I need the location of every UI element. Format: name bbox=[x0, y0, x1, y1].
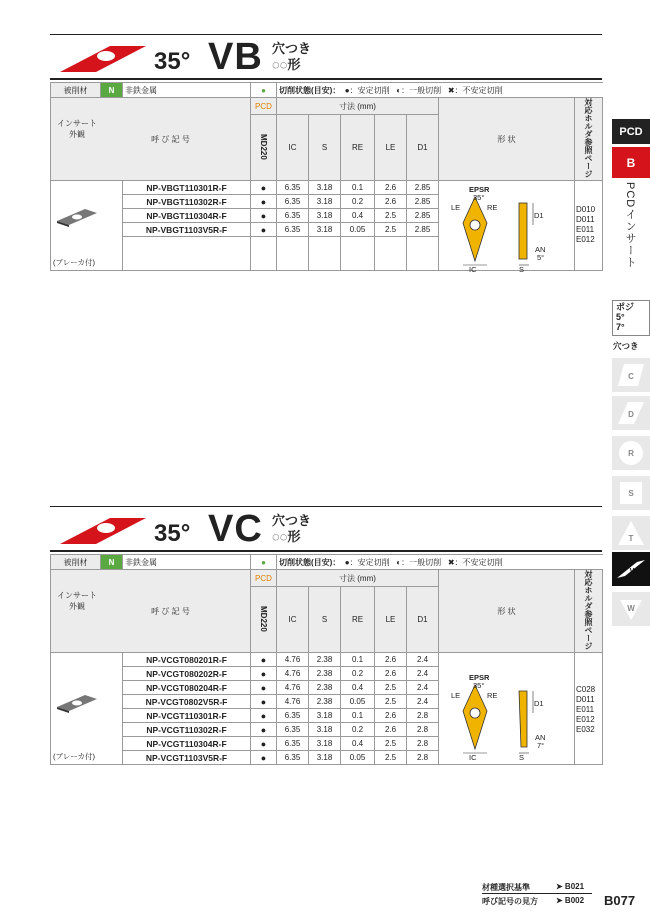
part-number: NP-VBGT110302R-F bbox=[123, 195, 251, 209]
rhombus-logo-icon bbox=[58, 514, 148, 546]
ic-value: 6.35 bbox=[277, 751, 309, 765]
section-title-rule bbox=[50, 78, 602, 80]
diag-d1: D1 bbox=[534, 211, 544, 220]
s-value: 2.38 bbox=[309, 667, 341, 681]
grade-mark: ● bbox=[251, 695, 277, 709]
legend-unstable: ✖：不安定切削 bbox=[447, 557, 503, 567]
grade-mark: ● bbox=[251, 209, 277, 223]
grade-mark: ● bbox=[251, 667, 277, 681]
re-value: 0.2 bbox=[341, 667, 375, 681]
category-vertical-label: PCDインサート bbox=[624, 182, 636, 269]
le-value: 2.5 bbox=[375, 681, 407, 695]
part-number: NP-VBGT1103V5R-F bbox=[123, 223, 251, 237]
diag-ic: IC bbox=[469, 753, 477, 762]
shape-label: 形 状 bbox=[439, 98, 575, 181]
posi-line2: 5° bbox=[616, 312, 625, 322]
grade-mark: ● bbox=[251, 709, 277, 723]
subtitle-line1: 穴つき bbox=[272, 41, 312, 56]
s-value: 3.18 bbox=[309, 709, 341, 723]
part-number: NP-VCGT110304R-F bbox=[123, 737, 251, 751]
holder-page-link[interactable]: D011 bbox=[576, 215, 595, 224]
diag-angle: 35° bbox=[473, 193, 485, 202]
spec-table-vb bbox=[50, 82, 603, 274]
material-code: N bbox=[101, 555, 123, 570]
footer-link1-label: 材種選択基準 bbox=[482, 883, 530, 892]
diag-an: AN bbox=[535, 733, 546, 742]
material-dot-icon: ● bbox=[251, 83, 277, 98]
footer-link2-page: ➤ B002 bbox=[556, 896, 585, 905]
designation-label: 呼 び 記 号 bbox=[151, 606, 190, 616]
triangle-icon bbox=[616, 518, 646, 548]
breaker-note: (ブレーカ付) bbox=[53, 752, 96, 761]
designation-header bbox=[51, 98, 251, 181]
spec-table-vc bbox=[50, 554, 603, 765]
ic-value: 6.35 bbox=[277, 737, 309, 751]
d1-value: 2.8 bbox=[407, 709, 439, 723]
dims-label: 寸法 (mm) bbox=[277, 570, 439, 587]
ic-value: 4.76 bbox=[277, 653, 309, 667]
re-value: 0.4 bbox=[341, 209, 375, 223]
d1-value: 2.85 bbox=[407, 195, 439, 209]
table-row bbox=[51, 653, 603, 667]
re-value: 0.4 bbox=[341, 737, 375, 751]
grade-mark: ● bbox=[251, 681, 277, 695]
le-value: 2.6 bbox=[375, 709, 407, 723]
posi-line1: ポジ bbox=[616, 302, 635, 312]
re-value: 0.1 bbox=[341, 709, 375, 723]
ic-value: 6.35 bbox=[277, 209, 309, 223]
s-value: 2.38 bbox=[309, 695, 341, 709]
le-value: 2.6 bbox=[375, 723, 407, 737]
part-number: NP-VCGT080204R-F bbox=[123, 681, 251, 695]
insert-label: インサート外観 bbox=[57, 591, 97, 611]
designation-header bbox=[51, 570, 251, 653]
insert-photo-icon bbox=[55, 693, 99, 713]
diag-le: LE bbox=[451, 691, 461, 700]
col-re: RE bbox=[341, 115, 375, 181]
holder-label: 対応ホルダ参照ページ bbox=[575, 570, 603, 653]
grade-mark: ● bbox=[251, 181, 277, 195]
holder-pages-cell bbox=[575, 181, 603, 271]
diag-an-value: 7° bbox=[537, 741, 545, 750]
part-number: NP-VCGT0802V5R-F bbox=[123, 695, 251, 709]
col-s: S bbox=[309, 587, 341, 653]
cutting-legend bbox=[277, 555, 603, 570]
re-value: 0.4 bbox=[341, 681, 375, 695]
shape-tab-w[interactable] bbox=[612, 592, 650, 626]
grade-mark: ● bbox=[251, 653, 277, 667]
d1-value: 2.4 bbox=[407, 653, 439, 667]
diag-epsr: EPSR bbox=[469, 185, 490, 194]
part-number: NP-VCGT1103V5R-F bbox=[123, 751, 251, 765]
series-name: VC bbox=[208, 508, 263, 550]
breaker-note: (ブレーカ付) bbox=[53, 258, 96, 267]
svg-text:S: S bbox=[628, 489, 634, 498]
col-le: LE bbox=[375, 587, 407, 653]
grade-mark: ● bbox=[251, 751, 277, 765]
holder-label: 対応ホルダ参照ページ bbox=[575, 98, 603, 181]
legend-general: ◐：一般切削 bbox=[396, 85, 442, 95]
holder-pages-cell bbox=[575, 653, 603, 765]
insert-image-cell bbox=[51, 181, 123, 271]
holder-page-link[interactable]: C028 bbox=[576, 685, 596, 694]
material-code: N bbox=[101, 83, 123, 98]
grade-mark: ● bbox=[251, 223, 277, 237]
series-title bbox=[50, 36, 602, 76]
series-name: VB bbox=[208, 36, 263, 78]
trigon-icon bbox=[616, 594, 646, 624]
subtitle-line2: ◌◌形 bbox=[272, 529, 301, 544]
shape-diagram-cell bbox=[439, 181, 575, 274]
le-value: 2.6 bbox=[375, 667, 407, 681]
col-d1: D1 bbox=[407, 115, 439, 181]
col-re: RE bbox=[341, 587, 375, 653]
col-ic: IC bbox=[277, 115, 309, 181]
d1-value: 2.8 bbox=[407, 723, 439, 737]
re-value: 0.2 bbox=[341, 195, 375, 209]
re-value: 0.05 bbox=[341, 695, 375, 709]
d1-value: 2.8 bbox=[407, 751, 439, 765]
circle-icon bbox=[616, 438, 646, 468]
le-value: 2.6 bbox=[375, 195, 407, 209]
footer-link-designation[interactable] bbox=[482, 896, 585, 907]
svg-text:R: R bbox=[628, 449, 634, 458]
re-value: 0.1 bbox=[341, 181, 375, 195]
shape-tab-t[interactable] bbox=[612, 516, 650, 550]
shape-diagram-cell bbox=[439, 653, 575, 765]
footer-link-selection[interactable] bbox=[482, 882, 585, 893]
holder-page-link[interactable]: E012 bbox=[576, 235, 595, 244]
le-value: 2.5 bbox=[375, 223, 407, 237]
section-top-rule bbox=[50, 506, 602, 507]
part-number: NP-VBGT110301R-F bbox=[123, 181, 251, 195]
s-value: 3.18 bbox=[309, 223, 341, 237]
series-title bbox=[50, 508, 602, 548]
s-value: 3.18 bbox=[309, 737, 341, 751]
diag-le: LE bbox=[451, 203, 461, 212]
diag-re: RE bbox=[487, 691, 498, 700]
cutting-label: 切削状態(目安)： bbox=[279, 557, 341, 567]
svg-text:D: D bbox=[628, 410, 634, 419]
grade-header: MD220 bbox=[251, 115, 277, 181]
diag-d1: D1 bbox=[534, 699, 544, 708]
le-value: 2.6 bbox=[375, 181, 407, 195]
tab-b[interactable]: B bbox=[612, 147, 650, 178]
s-value: 3.18 bbox=[309, 751, 341, 765]
shape-tab-c[interactable] bbox=[612, 358, 650, 392]
shape-tab-v-active[interactable] bbox=[612, 552, 650, 586]
material-name: 非鉄金属 bbox=[123, 83, 251, 98]
cutting-label: 切削状態(目安)： bbox=[279, 85, 341, 95]
re-value: 0.05 bbox=[341, 751, 375, 765]
re-value: 0.05 bbox=[341, 223, 375, 237]
insert-label: インサート外観 bbox=[57, 119, 97, 139]
col-le: LE bbox=[375, 115, 407, 181]
insert-image-cell bbox=[51, 653, 123, 765]
diag-s: S bbox=[519, 753, 525, 762]
subtitle-line2: ◌◌形 bbox=[272, 57, 301, 72]
diag-angle: 35° bbox=[473, 681, 485, 690]
angle-label: 35° bbox=[154, 48, 191, 75]
shape-tab-s[interactable] bbox=[612, 476, 650, 510]
rhombus-logo-icon bbox=[58, 42, 148, 74]
insert-photo-icon bbox=[55, 207, 99, 227]
legend-stable: ●：安定切削 bbox=[344, 85, 390, 95]
posi-line3: 7° bbox=[616, 322, 625, 332]
section-title-rule bbox=[50, 550, 602, 552]
diag-re: RE bbox=[487, 203, 498, 212]
pcd-label: PCD bbox=[251, 570, 277, 587]
section-top-rule bbox=[50, 34, 602, 35]
holder-page-link[interactable]: E032 bbox=[576, 725, 595, 734]
s-value: 3.18 bbox=[309, 723, 341, 737]
footer-divider bbox=[482, 893, 592, 894]
rhombus-55-icon bbox=[616, 398, 646, 428]
re-value: 0.2 bbox=[341, 723, 375, 737]
material-name: 非鉄金属 bbox=[123, 555, 251, 570]
s-value: 2.38 bbox=[309, 653, 341, 667]
footer-link1-page: ➤ B021 bbox=[556, 882, 585, 891]
le-value: 2.5 bbox=[375, 209, 407, 223]
ic-value: 6.35 bbox=[277, 723, 309, 737]
diag-s: S bbox=[519, 265, 525, 274]
diag-ic: IC bbox=[469, 265, 477, 274]
col-d1: D1 bbox=[407, 587, 439, 653]
svg-text:W: W bbox=[627, 604, 635, 613]
diag-an: AN bbox=[535, 245, 546, 254]
svg-text:T: T bbox=[628, 534, 634, 543]
d1-value: 2.85 bbox=[407, 181, 439, 195]
dims-label: 寸法 (mm) bbox=[277, 98, 439, 115]
part-number: NP-VCGT080202R-F bbox=[123, 667, 251, 681]
le-value: 2.6 bbox=[375, 653, 407, 667]
d1-value: 2.85 bbox=[407, 209, 439, 223]
ic-value: 6.35 bbox=[277, 181, 309, 195]
subtitle-line1: 穴つき bbox=[272, 513, 312, 528]
grade-mark: ● bbox=[251, 737, 277, 751]
re-value: 0.1 bbox=[341, 653, 375, 667]
material-label: 被削材 bbox=[51, 83, 101, 98]
rhombus-80-icon bbox=[616, 360, 646, 390]
col-s: S bbox=[309, 115, 341, 181]
legend-stable: ●：安定切削 bbox=[344, 557, 390, 567]
page-number: B077 bbox=[604, 893, 636, 908]
holder-page-link[interactable]: E012 bbox=[576, 715, 595, 724]
le-value: 2.5 bbox=[375, 737, 407, 751]
d1-value: 2.85 bbox=[407, 223, 439, 237]
legend-unstable: ✖：不安定切削 bbox=[447, 85, 503, 95]
svg-text:C: C bbox=[628, 372, 634, 381]
d1-value: 2.4 bbox=[407, 667, 439, 681]
grade-mark: ● bbox=[251, 723, 277, 737]
legend-general: ◐：一般切削 bbox=[396, 557, 442, 567]
angle-label: 35° bbox=[154, 520, 191, 547]
shape-label: 形 状 bbox=[439, 570, 575, 653]
ic-value: 6.35 bbox=[277, 195, 309, 209]
part-number: NP-VBGT110304R-F bbox=[123, 209, 251, 223]
holder-page-link[interactable]: D011 bbox=[576, 695, 595, 704]
ic-value: 6.35 bbox=[277, 709, 309, 723]
d1-value: 2.8 bbox=[407, 737, 439, 751]
holder-page-link[interactable]: D010 bbox=[576, 205, 596, 214]
shape-tab-r[interactable] bbox=[612, 436, 650, 470]
ic-value: 4.76 bbox=[277, 681, 309, 695]
square-icon bbox=[616, 478, 646, 508]
tab-pcd[interactable]: PCD bbox=[612, 119, 650, 144]
material-dot-icon: ● bbox=[251, 555, 277, 570]
diag-epsr: EPSR bbox=[469, 673, 490, 682]
part-number: NP-VCGT110302R-F bbox=[123, 723, 251, 737]
s-value: 2.38 bbox=[309, 681, 341, 695]
footer-link2-label: 呼び記号の見方 bbox=[482, 897, 538, 906]
le-value: 2.5 bbox=[375, 751, 407, 765]
cutting-legend bbox=[277, 83, 603, 98]
s-value: 3.18 bbox=[309, 181, 341, 195]
holder-page-link[interactable]: E011 bbox=[576, 705, 595, 714]
le-value: 2.5 bbox=[375, 695, 407, 709]
svg-text:V: V bbox=[629, 568, 635, 575]
designation-label: 呼 び 記 号 bbox=[151, 134, 190, 144]
posi-tab[interactable] bbox=[612, 300, 650, 336]
col-ic: IC bbox=[277, 587, 309, 653]
grade-mark: ● bbox=[251, 195, 277, 209]
part-number: NP-VCGT080201R-F bbox=[123, 653, 251, 667]
ic-value: 4.76 bbox=[277, 695, 309, 709]
pcd-label: PCD bbox=[251, 98, 277, 115]
part-number: NP-VCGT110301R-F bbox=[123, 709, 251, 723]
posi-subtitle: 穴つき bbox=[613, 341, 639, 351]
s-value: 3.18 bbox=[309, 209, 341, 223]
ic-value: 6.35 bbox=[277, 223, 309, 237]
d1-value: 2.4 bbox=[407, 681, 439, 695]
d1-value: 2.4 bbox=[407, 695, 439, 709]
ic-value: 4.76 bbox=[277, 667, 309, 681]
holder-page-link[interactable]: E011 bbox=[576, 225, 595, 234]
table-row bbox=[51, 181, 603, 195]
material-label: 被削材 bbox=[51, 555, 101, 570]
rhombus-35-icon bbox=[615, 554, 647, 584]
grade-header: MD220 bbox=[251, 587, 277, 653]
s-value: 3.18 bbox=[309, 195, 341, 209]
shape-tab-d[interactable] bbox=[612, 396, 650, 430]
diag-an-value: 5° bbox=[537, 253, 545, 262]
